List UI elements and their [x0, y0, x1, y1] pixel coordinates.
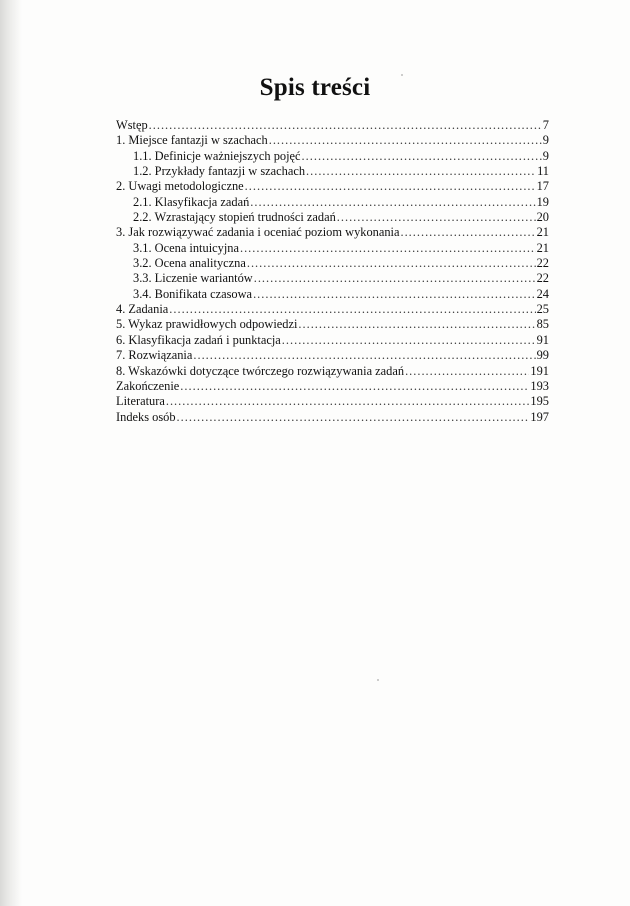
- toc-entry-title: 3. Jak rozwiązywać zadania i oceniać poziom wykonania: [116, 225, 400, 240]
- toc-entry-title: 1.2. Przykłady fantazji w szachach: [133, 164, 306, 179]
- toc-entry-title: 3.2. Ocena analityczna: [133, 256, 246, 271]
- toc-entry: [116, 164, 549, 179]
- toc-entry-title: 5. Wykaz prawidłowych odpowiedzi: [116, 317, 298, 332]
- toc-entry-title: 3.3. Liczenie wariantów: [133, 271, 253, 286]
- page-title: Spis treści: [259, 74, 371, 101]
- toc-page-number: 99: [536, 348, 549, 363]
- dot-leader: [400, 225, 535, 240]
- toc-page-number: 7: [542, 118, 549, 132]
- dot-leader: [177, 410, 530, 425]
- toc-entry-title: 2.2. Wzrastający stopień trudności zadań: [133, 210, 336, 225]
- toc-entry: [116, 241, 549, 256]
- toc-entry: [116, 364, 549, 379]
- toc-entry-title: 6. Klasyfikacja zadań i punktacja: [116, 332, 281, 347]
- toc-page-number: 25: [536, 302, 549, 317]
- toc-page-number: 22: [536, 256, 549, 271]
- toc-entry: [116, 317, 549, 332]
- dot-leader: [306, 164, 536, 179]
- toc-entry: [116, 287, 549, 302]
- scan-speck: [377, 679, 379, 681]
- toc-entry: [116, 149, 549, 164]
- toc-entry: [116, 118, 549, 133]
- dot-leader: [180, 379, 529, 394]
- toc-page-number: 17: [536, 179, 549, 194]
- toc-entry-title: Indeks osób: [116, 409, 176, 424]
- toc-page-number: 20: [536, 210, 549, 225]
- toc-page-number: 197: [530, 409, 549, 424]
- dot-leader: [337, 210, 536, 225]
- dot-leader: [269, 133, 542, 148]
- toc-entry: [116, 210, 549, 225]
- toc-page-number: 9: [542, 148, 549, 163]
- toc-entry-title: Literatura: [116, 394, 165, 409]
- toc-entry: [116, 225, 549, 240]
- toc-entry: [116, 379, 549, 394]
- dot-leader: [169, 302, 535, 317]
- toc-entry: [116, 271, 549, 286]
- toc-entry: [116, 179, 549, 194]
- toc-entry-title: 7. Rozwiązania: [116, 348, 193, 363]
- toc-entry: [116, 302, 549, 317]
- dot-leader: [247, 256, 536, 271]
- toc-page-number: 19: [536, 194, 549, 209]
- toc-entry-title: 8. Wskazówki dotyczące twórczego rozwiązywania zadań: [116, 363, 405, 378]
- toc-entry: [116, 256, 549, 271]
- toc-entry-title: 3.4. Bonifikata czasowa: [133, 286, 253, 301]
- toc-page-number: 24: [536, 286, 549, 301]
- dot-leader: [166, 394, 530, 409]
- dot-leader: [282, 333, 536, 348]
- toc-entry-title: 2.1. Klasyfikacja zadań: [133, 194, 250, 209]
- toc-entry-title: 2. Uwagi metodologiczne: [116, 179, 244, 194]
- toc-entry: [116, 410, 549, 425]
- book-spine-shadow: [0, 0, 22, 906]
- toc-page-number: 91: [536, 332, 549, 347]
- dot-leader: [240, 241, 536, 256]
- toc-page-number: 21: [536, 240, 549, 255]
- toc-page-number: 21: [536, 225, 549, 240]
- toc-page-number: 191: [530, 363, 549, 378]
- dot-leader: [245, 179, 536, 194]
- toc-entry: [116, 348, 549, 363]
- table-of-contents: [116, 118, 549, 425]
- dot-leader: [250, 195, 535, 210]
- toc-entry: [116, 333, 549, 348]
- toc-entry-title: 4. Zadania: [116, 302, 169, 317]
- toc-page-number: 22: [536, 271, 549, 286]
- toc-entry-title: Wstęp: [116, 118, 148, 132]
- dot-leader: [149, 118, 542, 133]
- toc-page-number: 193: [530, 378, 549, 393]
- dot-leader: [254, 271, 536, 286]
- dot-leader: [193, 348, 535, 363]
- dot-leader: [298, 317, 535, 332]
- toc-page-number: 85: [536, 317, 549, 332]
- toc-entry-title: 1.1. Definicje ważniejszych pojęć: [133, 148, 301, 163]
- toc-entry: [116, 133, 549, 148]
- toc-page-number: 11: [537, 164, 549, 179]
- toc-entry: [116, 394, 549, 409]
- toc-page-number: 195: [530, 394, 549, 409]
- toc-page-number: 9: [542, 133, 549, 148]
- toc-entry-title: 3.1. Ocena intuicyjna: [133, 240, 239, 255]
- toc-entry-title: 1. Miejsce fantazji w szachach: [116, 133, 268, 148]
- dot-leader: [302, 149, 542, 164]
- dot-leader: [253, 287, 536, 302]
- toc-entry: [116, 195, 549, 210]
- dot-leader: [405, 364, 529, 379]
- toc-entry-title: Zakończenie: [116, 378, 180, 393]
